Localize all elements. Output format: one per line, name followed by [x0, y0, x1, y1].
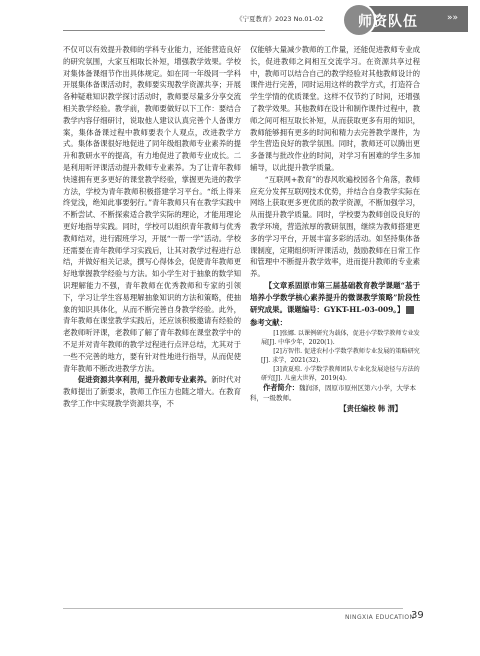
- reference-item: [2]方智伟. 促进农村小学数学教师专业发展的策略研究[J]. 求学，2021(32).: [261, 348, 420, 365]
- subheading: 促进资源共享利用，提升教师专业素养。: [77, 375, 212, 385]
- left-paragraph-2-text: 新时代对教师提出了新要求，教师工作压力也随之增大。在教育教学工作中实现教学资源共享，不: [63, 375, 241, 408]
- project-note: [250, 280, 420, 315]
- author-text: 魏润泽，固原市原州区第六小学，大学本科，一级教师。: [250, 384, 416, 403]
- author-bio: [250, 383, 420, 403]
- left-paragraph-2: [63, 374, 241, 409]
- chevrons-icon: »»: [446, 13, 458, 23]
- footer-journal-name: NINGXIA EDUCATION: [345, 614, 415, 621]
- left-column: [63, 44, 241, 410]
- reference-item: [1]张娜. 以课例研究为载体，促进小学数学教师专业发展[J]. 中华少年，2020(1).: [261, 330, 420, 347]
- reference-item: [3]黄夏琼. 小学数学教师团队专业化发展途径与方法的研究[J]. 儿童大世界，2019(4).: [261, 366, 420, 383]
- project-note-text: 【文章系固原市第三届基础教育教学课题“基于培养小学数学核心素养提升的微课教学策略”阶段性研究成果。课题编号：GYKT-HL-03-009。】: [250, 280, 420, 314]
- page-number: 39: [411, 610, 424, 621]
- journal-issue-label: 《宁夏教育》2023 No.01-02: [236, 15, 324, 23]
- references-heading: 参考文献：: [250, 318, 287, 328]
- editor-note: 【责任编校 韩 渭】: [339, 404, 402, 414]
- footer-rule: [63, 608, 403, 609]
- author-label: 作者简介：: [263, 383, 299, 393]
- section-tag: 师资队伍: [358, 14, 418, 30]
- header-rule: [63, 30, 325, 31]
- qr-code-icon: [406, 306, 414, 314]
- right-paragraph-2: “互联网+教育”的春风吹遍校园各个角落，教师应充分发挥互联网技术优势，并结合自身教学实际在网络上获取更多更优质的教学资源，不断加强学习，从而提升教学质量。同时，学校要为教师创设良好的教学环境，营造浓厚的教研氛围，继续为教师搭建更多的学习平台，开展丰富多彩的活动。如坚持集体备课制度，定期组织听评课活动，鼓励教师在日常工作和管理中不断提升教学效率，进而提升教师的专业素养。: [250, 174, 420, 279]
- left-paragraph-1: 不仅可以有效提升教师的学科专业能力，还能营造良好的研究氛围，大家互相取长补短，增强教学效果。学校对集体备课细节作出具体规定。如在同一年级同一学科开展集体备课活动时，教师要实现教学资源共享；开展各种疑难知识教学探讨活动时，教师要尽量多分享交流相关教学经验。教学前，教师要做好以下工作：要结合教学内容仔细研讨，说取他人建议认真完善个人备课方案，集体备课过程中教师要表个人观点，改进教学方式。集体备课很好地促进了同年级组教师专业素养的提升和教研水平的提高，有力地促进了教师专业成长。二是利用听评课活动提升教师专业素养。为了让青年教师快速拥有更多更好的课堂教学经验，掌握更先进的教学方法，学校为青年教师积极搭建学习平台。“纸上得来终觉浅，绝知此事要躬行。”青年教师只有在教学实践中不断尝试、不断探索适合教学实际的理论，才能用理论更好地指导实践。同时，学校可以组织青年教师与优秀教师结对，进行跟班学习，开展“一帮一学”活动。学校还需要在青年教师学习实践后，让其对教学过程进行总结，并做好相关记录，撰写心得体会，促使青年教师更好地掌握教学经验与方法。如小学生对于抽象的数学知识理解能力不强，青年教师在优秀教师和专家的引领下，学习让学生容易理解抽象知识的方法和策略，使抽象的知识具体化，从而不断完善自身教学经验。此外，青年教师在课堂教学实践后，还应该积极邀请有经验的老教师听评课，老教师了解了青年教师在课堂教学中的不足并对青年教师的教学过程进行点评总结，尤其对于一些不完善的地方，要有针对性地进行指导，从而促使青年教师不断改进教学方法。: [63, 45, 241, 373]
- section-badge: [328, 3, 468, 37]
- right-paragraph-1: 仅能够大量减少教师的工作量，还能促进教师专业成长，促进教师之间相互交流学习。在资源共享过程中，教师可以结合自己的教学经验对其他教师设计的课件进行完善，同时运用这样的教学方式，打造符合学生学情的优质课堂。这样不仅节约了时间，还增强了教学效果。其他教师在设计和制作课件过程中，教师之间可相互取长补短，从而获取更多有用的知识，教师能够拥有更多的时间和精力去完善教学课件，为学生营造良好的教学氛围。同时，教师还可以腾出更多备课与批改作业的时间，对学习有困难的学生多加辅导，以此提升教学质量。: [250, 45, 420, 172]
- right-column: [250, 44, 420, 415]
